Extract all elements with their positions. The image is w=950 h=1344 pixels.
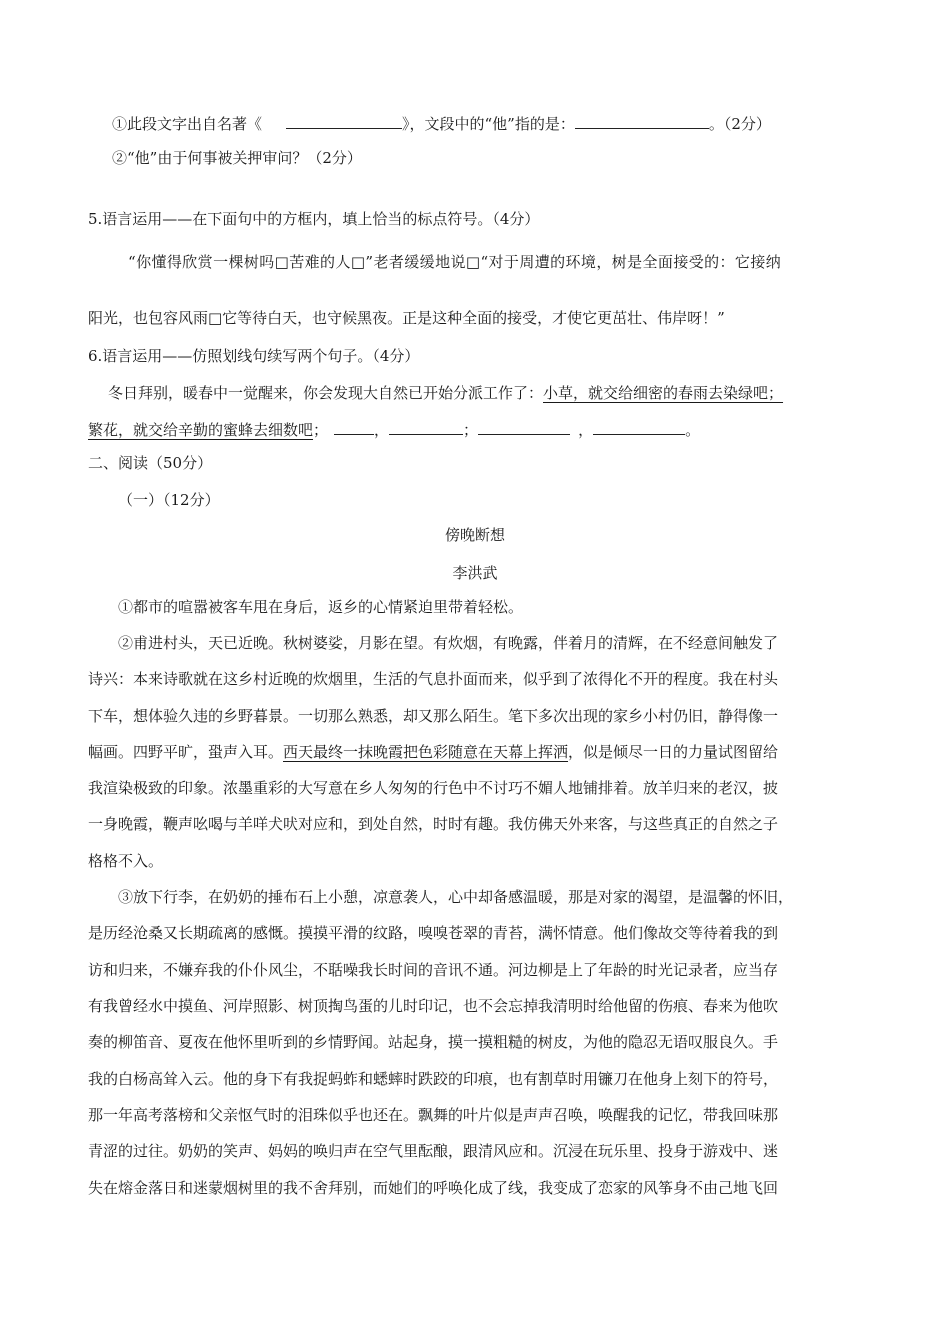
answer-blank[interactable]	[478, 418, 570, 435]
answer-blank[interactable]	[593, 418, 685, 435]
q6-title: 6.语言运用——仿照划线句续写两个句子。（4分）	[88, 347, 420, 365]
paragraph-3-line: 奏的柳笛音、夏夜在他怀里听到的乡情野闻。站起身，摸一摸粗糙的树皮，为他的隐忍无语叹服良久。手	[88, 1033, 779, 1051]
q5-line-1: “你懂得欣赏一棵树吗□苦难的人□”老者缓缓地说□“对于周遭的环境，树是全面接受的：它接纳	[128, 253, 782, 271]
paragraph-3-line: 失在熔金落日和迷蒙烟树里的我不舍拜别，而她们的呼唤化成了线，我变成了恋家的风筝身不由己地飞回	[88, 1179, 779, 1197]
paragraph-3-line: ③放下行李，在奶奶的捶布石上小憩，凉意袭人，心中却备感温暖，那是对家的渴望，是温馨的怀旧，	[118, 888, 794, 906]
paragraph-2-line: 我渲染极致的印象。浓墨重彩的大写意在乡人匆匆的行色中不讨巧不媚人地铺排着。放羊归来的老汉，披	[88, 779, 779, 797]
q6-line-1	[108, 383, 783, 403]
q5-line-2: 阳光，也包容风雨□它等待白天，也守候黑夜。正是这种全面的接受，才使它更茁壮、伟岸呀！”	[88, 309, 725, 327]
underlined-sentence: 西天最终一抹晚霞把色彩随意在天幕上挥洒	[283, 743, 569, 761]
paragraph-3-line: 那一年高考落榜和父亲怄气时的泪珠似乎也还在。飘舞的叶片似是声声召唤，唤醒我的记忆，带我回味那	[88, 1106, 779, 1124]
q5-title: 5.语言运用——在下面句中的方框内，填上恰当的标点符号。（4分）	[88, 210, 540, 228]
paragraph-2-line: 下车，想体验久违的乡野暮景。一切那么熟悉，却又那么陌生。笔下多次出现的家乡小村仍旧，静得像一	[88, 707, 779, 725]
paragraph-2-line: 一身晚霞，鞭声吆喝与羊咩犬吠对应和，到处自然，时时有趣。我仿佛天外来客，与这些真正的自然之子	[88, 815, 779, 833]
q4-line-1	[112, 112, 771, 134]
paragraph-2-line: 幅画。四野平旷，蛩声入耳。西天最终一抹晚霞把色彩随意在天幕上挥洒，似是倾尽一日的力量试图留给	[88, 743, 779, 761]
paragraph-2-line: 诗兴：本来诗歌就在这乡村近晚的炊烟里，生活的气息扑面而来，似乎到了浓得化不开的程度。我在村头	[88, 670, 779, 688]
paragraph-3-line: 我的白杨高耸入云。他的身下有我捉蚂蚱和蟋蟀时跌跤的印痕，也有割草时用镰刀在他身上刻下的符号，	[88, 1070, 779, 1088]
q4-line-2: ②“他”由于何事被关押审问？（2分）	[112, 149, 362, 167]
article-title: 傍晚断想	[444, 526, 505, 544]
answer-blank[interactable]	[575, 112, 709, 129]
paragraph-2-line: ②甫进村头，天已近晚。秋树婆娑，月影在望。有炊烟，有晚露，伴着月的清辉，在不经意间触发了	[118, 634, 779, 652]
paragraph-1: ①都市的喧嚣被客车甩在身后，返乡的心情紧迫里带着轻松。	[118, 598, 524, 616]
answer-blank[interactable]	[286, 112, 402, 129]
q6-model-sentence-1: 小草，就交给细密的春雨去染绿吧；	[543, 384, 784, 402]
q4-line-1-c: 。（2分）	[708, 115, 771, 133]
answer-blank[interactable]	[389, 418, 463, 435]
q6-line-2: 繁花，就交给辛勤的蜜蜂去细数吧； ， ； ， 。	[88, 418, 700, 440]
q6-model-sentence-2: 繁花，就交给辛勤的蜜蜂去细数吧	[88, 421, 314, 439]
paragraph-3-line: 是历经沧桑又长期疏离的感慨。摸摸平滑的纹路，嗅嗅苍翠的青苔，满怀情意。他们像故交等待着我的到	[88, 924, 779, 942]
q4-line-1-b: 》，文段中的“他”指的是：	[402, 115, 575, 133]
section-2-title: 二、阅读（50分）	[88, 454, 213, 472]
answer-blank[interactable]	[334, 418, 374, 435]
paragraph-3-line: 有我曾经水中摸鱼、河岸照影、树顶掏鸟蛋的儿时印记，也不会忘掉我清明时给他留的伤痕、春来为他吹	[88, 997, 779, 1015]
q4-line-1-a: ①此段文字出自名著《	[112, 115, 263, 133]
section-2-sub: （一）（12分）	[118, 491, 220, 509]
paragraph-3-line: 访和归来，不嫌弃我的仆仆风尘，不聒噪我长时间的音讯不通。河边柳是上了年龄的时光记录者，应当存	[88, 961, 779, 979]
article-author: 李洪武	[452, 564, 498, 582]
paragraph-2-line: 格格不入。	[88, 852, 164, 870]
q6-line-1-plain: 冬日拜别，暖春中一觉醒来，你会发现大自然已开始分派工作了：	[108, 384, 544, 402]
paragraph-3-line: 青涩的过往。奶奶的笑声、妈妈的唤归声在空气里酝酿，跟清风应和。沉浸在玩乐里、投身于游戏中、迷	[88, 1142, 779, 1160]
